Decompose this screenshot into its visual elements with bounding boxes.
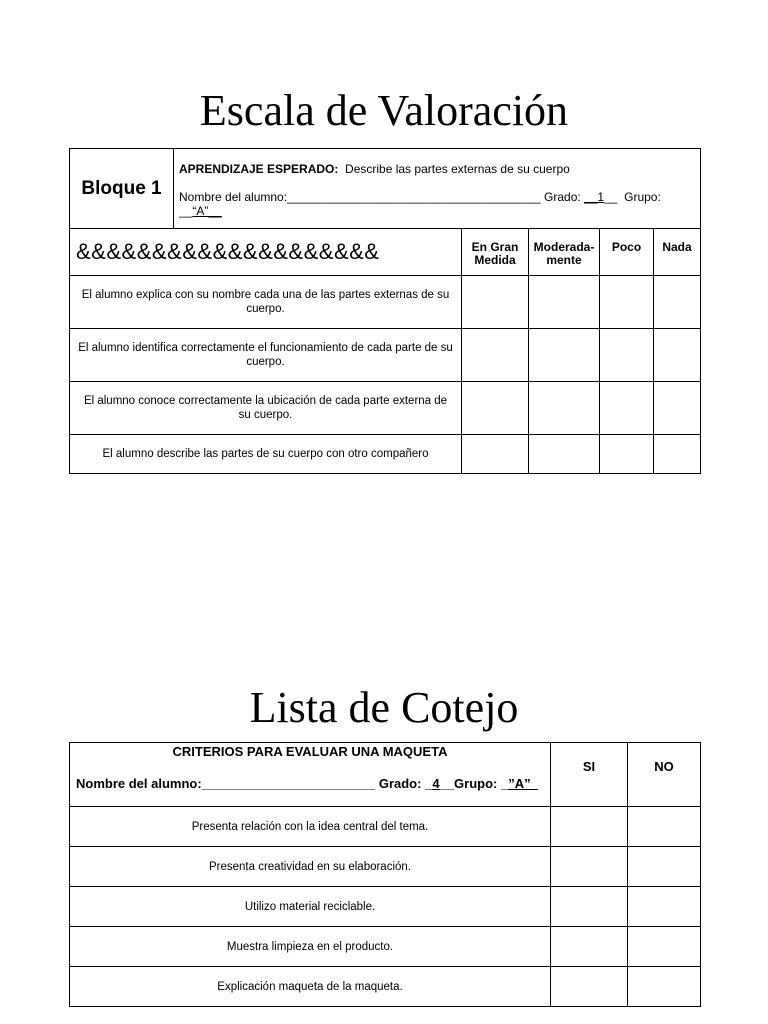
- check-cell[interactable]: [600, 329, 654, 382]
- item-text: Presenta relación con la idea central del tema.: [70, 807, 551, 847]
- grado-label: Grado:: [544, 190, 581, 204]
- check-cell[interactable]: [462, 382, 529, 435]
- check-cell[interactable]: [654, 382, 701, 435]
- check-cell[interactable]: [551, 887, 628, 927]
- table-row: [70, 382, 701, 435]
- col-en-gran-medida: En Gran Medida: [462, 229, 529, 276]
- check-cell[interactable]: [529, 276, 600, 329]
- criterion-text: El alumno conoce correctamente la ubicación de cada parte externa de su cuerpo.: [70, 382, 462, 435]
- check-cell[interactable]: [628, 927, 701, 967]
- check-cell[interactable]: [600, 435, 654, 474]
- check-cell[interactable]: [551, 927, 628, 967]
- criterion-text: El alumno describe las partes de su cuerpo con otro compañero: [70, 435, 462, 474]
- check-cell[interactable]: [462, 329, 529, 382]
- col-poco: Poco: [600, 229, 654, 276]
- grupo-value[interactable]: “A”: [192, 204, 209, 218]
- aprendizaje-text: Describe las partes externas de su cuerpo: [345, 162, 570, 176]
- check-cell[interactable]: [628, 807, 701, 847]
- check-cell[interactable]: [529, 382, 600, 435]
- table-row: [70, 276, 701, 329]
- table-row: [70, 807, 701, 847]
- nombre-label: Nombre del alumno:: [76, 776, 202, 791]
- check-cell[interactable]: [529, 435, 600, 474]
- grado-label: Grado:: [378, 776, 422, 791]
- criterios-title: CRITERIOS PARA EVALUAR UNA MAQUETA: [172, 744, 448, 759]
- item-text: Utilizo material reciclable.: [70, 887, 551, 927]
- check-cell[interactable]: [628, 967, 701, 1007]
- nombre-blank[interactable]: ______________________________________: [287, 190, 541, 204]
- criterion-text: El alumno explica con su nombre cada una de las partes externas de su cuerpo.: [70, 276, 462, 329]
- item-text: Explicación maqueta de la maqueta.: [70, 967, 551, 1007]
- symbols-row: &&&&&&&&&&&&&&&&&&&&: [70, 229, 462, 276]
- col-si: SI: [551, 743, 628, 807]
- escala-title: Escala de Valoración: [199, 86, 569, 135]
- table-row: [70, 887, 701, 927]
- bloque-label: Bloque 1: [70, 149, 174, 229]
- escala-table: [69, 148, 701, 474]
- cotejo-title: Lista de Cotejo: [249, 683, 519, 732]
- check-cell[interactable]: [600, 382, 654, 435]
- check-cell[interactable]: [551, 967, 628, 1007]
- check-cell[interactable]: [529, 329, 600, 382]
- check-cell[interactable]: [654, 276, 701, 329]
- check-cell[interactable]: [628, 887, 701, 927]
- table-row: [70, 927, 701, 967]
- check-cell[interactable]: [600, 276, 654, 329]
- check-cell[interactable]: [551, 807, 628, 847]
- table-row: [70, 435, 701, 474]
- cotejo-header: CRITERIOS PARA EVALUAR UNA MAQUETA Nombre del alumno:________________________ Grado: _4__Grupo: _”A”_: [70, 743, 551, 807]
- col-nada: Nada: [654, 229, 701, 276]
- check-cell[interactable]: [462, 276, 529, 329]
- grupo-label: Grupo:: [454, 776, 498, 791]
- table-row: [70, 847, 701, 887]
- nombre-label: Nombre del alumno:: [179, 190, 288, 204]
- item-text: Presenta creatividad en su elaboración.: [70, 847, 551, 887]
- check-cell[interactable]: [462, 435, 529, 474]
- cotejo-table: [69, 742, 701, 1007]
- header-info: APRENDIZAJE ESPERADO: Describe las partes externas de su cuerpo Nombre del alumno:______________________________________ Grado: __1__ Grupo: __“A”__: [174, 149, 701, 229]
- table-row: [70, 967, 701, 1007]
- check-cell[interactable]: [551, 847, 628, 887]
- criterion-text: El alumno identifica correctamente el funcionamiento de cada parte de su cuerpo.: [70, 329, 462, 382]
- grado-value[interactable]: 1: [597, 190, 605, 204]
- aprendizaje-label: APRENDIZAJE ESPERADO:: [179, 162, 339, 176]
- item-text: Muestra limpieza en el producto.: [70, 927, 551, 967]
- grado-value[interactable]: 4: [432, 776, 440, 791]
- check-cell[interactable]: [628, 847, 701, 887]
- nombre-blank[interactable]: ________________________: [201, 776, 376, 791]
- grupo-label: Grupo:: [624, 190, 661, 204]
- col-no: NO: [628, 743, 701, 807]
- check-cell[interactable]: [654, 329, 701, 382]
- grupo-value[interactable]: ”A”: [508, 776, 531, 791]
- col-moderadamente: Moderada-mente: [529, 229, 600, 276]
- check-cell[interactable]: [654, 435, 701, 474]
- table-row: [70, 329, 701, 382]
